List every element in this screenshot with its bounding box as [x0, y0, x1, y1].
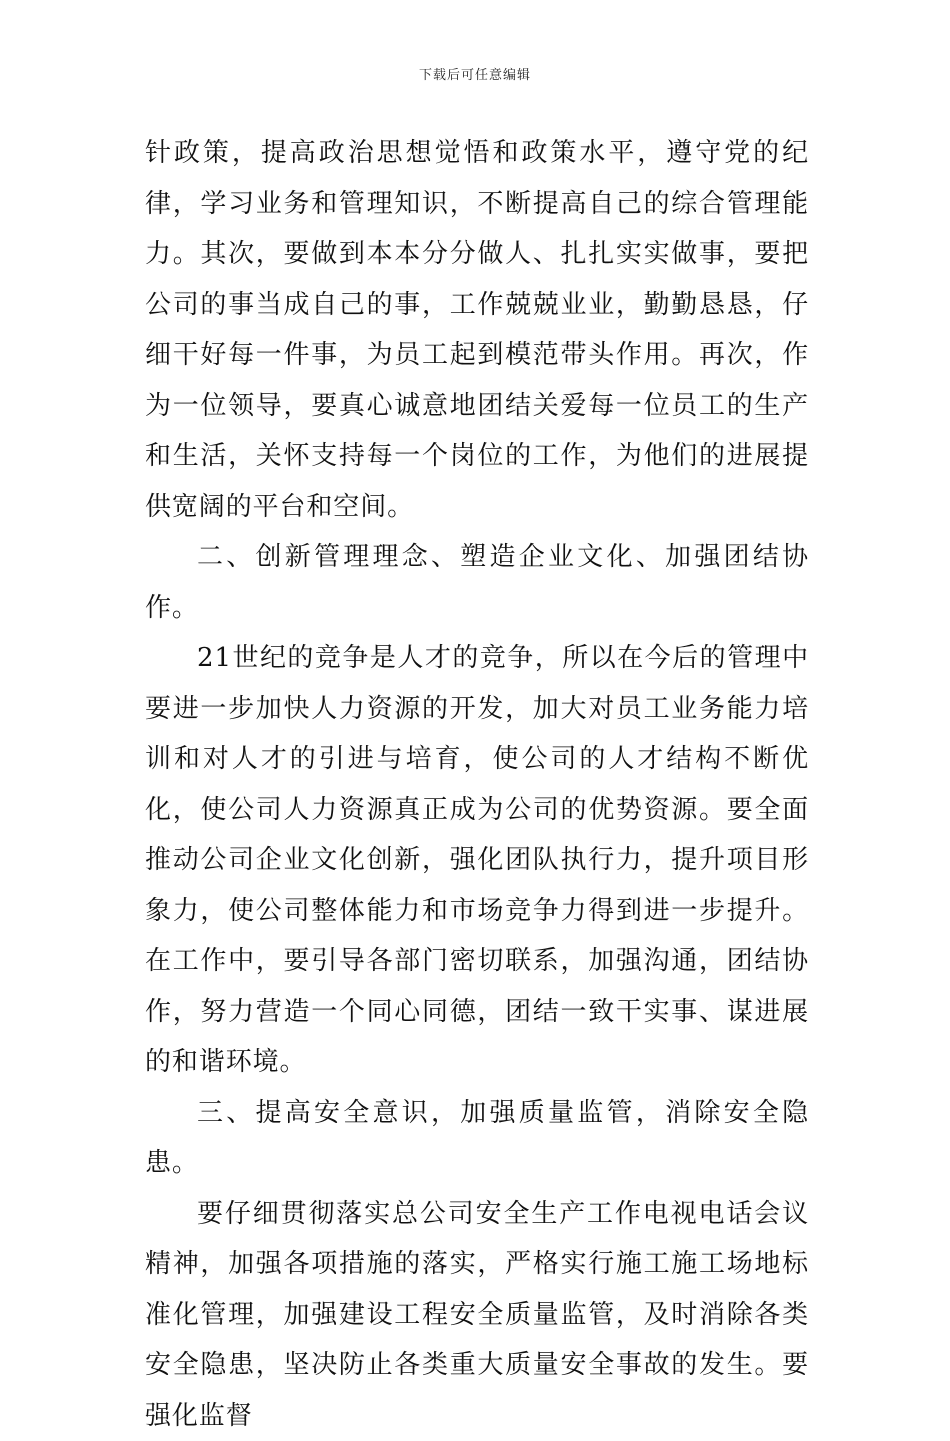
section-heading-2: 二、创新管理理念、塑造企业文化、加强团结协作。	[145, 532, 809, 633]
page-header: 下载后可任意编辑	[0, 64, 950, 83]
paragraph-continuation: 针政策，提高政治思想觉悟和政策水平，遵守党的纪律，学习业务和管理知识，不断提高自己的综合管理能力。其次，要做到本本分分做人、扎扎实实做事，要把公司的事当成自己的事，工作兢兢业业，勤勤恳恳，仔细干好每一件事，为员工起到模范带头作用。再次，作为一位领导，要真心诚意地团结关爱每一位员工的生产和生活，关怀支持每一个岗位的工作，为他们的进展提供宽阔的平台和空间。	[145, 128, 809, 532]
document-body	[145, 128, 809, 1441]
paragraph-talent: 21世纪的竞争是人才的竞争，所以在今后的管理中要进一步加快人力资源的开发，加大对员工业务能力培训和对人才的引进与培育，使公司的人才结构不断优化，使公司人力资源真正成为公司的优势资源。要全面推动公司企业文化创新，强化团队执行力，提升项目形象力，使公司整体能力和市场竞争力得到进一步提升。在工作中，要引导各部门密切联系，加强沟通，团结协作，努力营造一个同心同德，团结一致干实事、谋进展的和谐环境。	[145, 633, 809, 1088]
section-heading-3: 三、提高安全意识，加强质量监管，消除安全隐患。	[145, 1088, 809, 1189]
paragraph-safety: 要仔细贯彻落实总公司安全生产工作电视电话会议精神，加强各项措施的落实，严格实行施工施工场地标准化管理，加强建设工程安全质量监管，及时消除各类安全隐患，坚决防止各类重大质量安全事故的发生。要强化监督	[145, 1189, 809, 1441]
